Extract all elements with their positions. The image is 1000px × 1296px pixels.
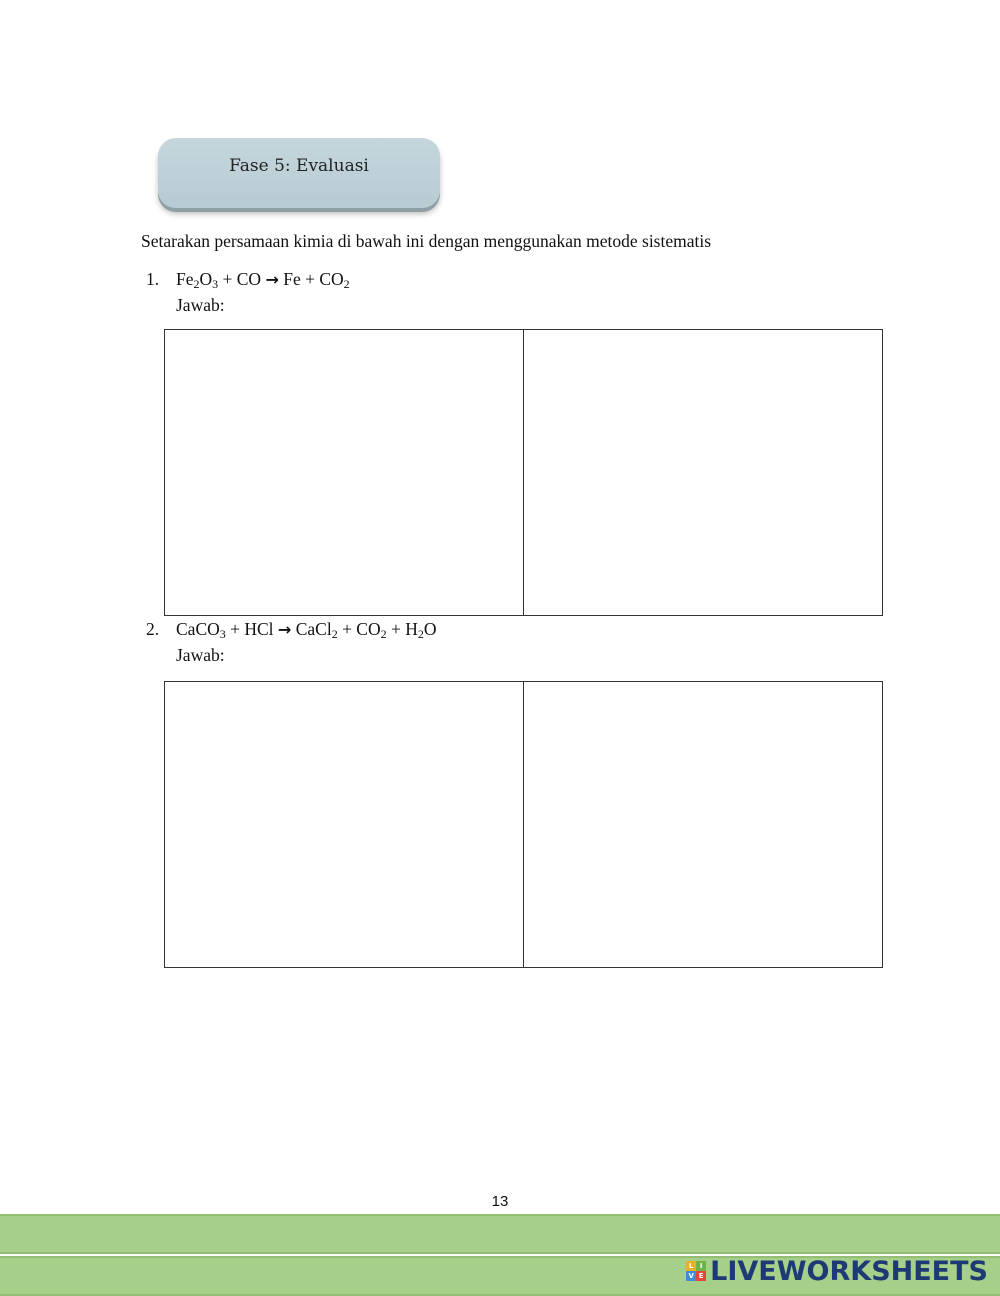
liveworksheets-logo[interactable] [686,1256,988,1286]
liveworksheets-logo-text: LIVEWORKSHEETS [710,1255,988,1287]
answer-table [164,681,883,968]
answer-table [164,329,883,616]
phase-banner [158,138,440,208]
answer-cell-right[interactable] [524,330,883,616]
page-number: 13 [491,1193,509,1210]
logo-tile: E [696,1271,706,1281]
question-equation: $Fe_2O_3$ + CO → $Fe + CO_2$ [176,269,350,291]
phase-banner-label: Fase 5: Evaluasi [229,156,369,176]
logo-tile: V [686,1271,696,1281]
answer-cell-left[interactable] [165,330,524,616]
logo-tile: I [696,1261,706,1271]
answer-label: Jawab: [176,645,225,665]
instruction-text: Setarakan persamaan kimia di bawah ini dengan menggunakan metode sistematis [141,231,712,251]
reaction-arrow-icon: → [277,620,292,639]
answer-cell-right[interactable] [524,682,883,968]
question-number: 1. [146,269,160,289]
answer-label: Jawab: [176,295,225,315]
answer-cell-left[interactable] [165,682,524,968]
footer-bar-top [0,1214,1000,1254]
logo-tile: L [686,1261,696,1271]
reaction-arrow-icon: → [265,270,279,289]
liveworksheets-logo-icon [686,1261,706,1281]
question-equation: CaCO$_3$ + HCl → CaCl$_2$ + $CO_2 + H_2O$ [176,619,437,641]
question-number: 2. [146,619,160,639]
